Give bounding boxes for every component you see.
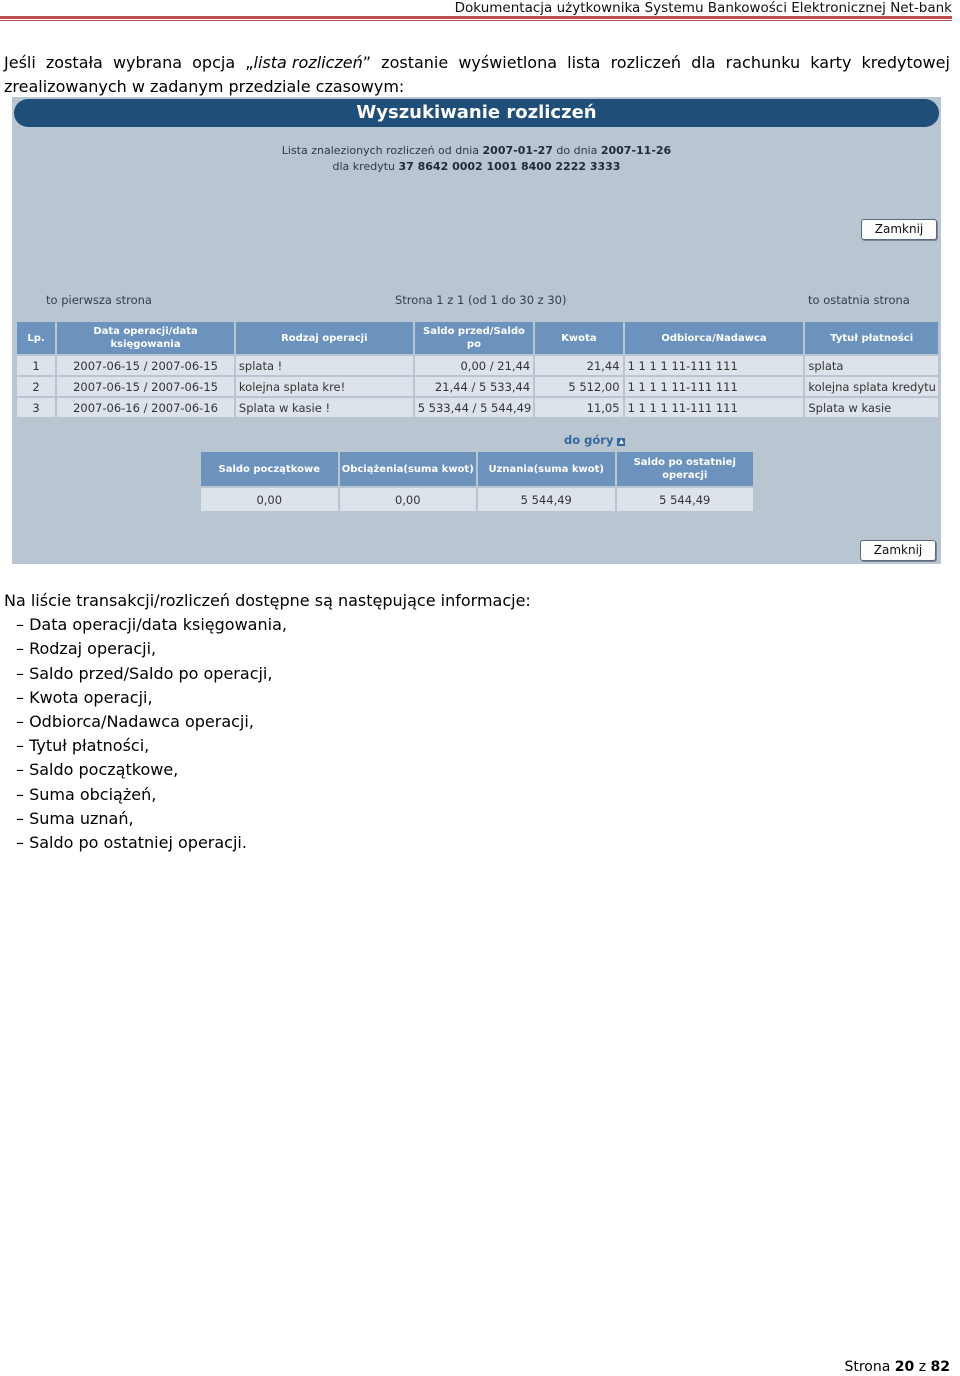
intro-word: wyświetlona bbox=[458, 53, 558, 72]
col-party[interactable]: Odbiorca/Nadawca bbox=[625, 322, 804, 354]
total-pages: 82 bbox=[930, 1359, 950, 1375]
summary-table bbox=[199, 450, 755, 513]
list-item: – Rodzaj operacji, bbox=[16, 639, 157, 659]
cell-balance: 21,44 / 5 533,44 bbox=[415, 377, 534, 396]
intro-word: Jeśli bbox=[4, 53, 36, 72]
summary-col-closing: Saldo po ostatniej operacji bbox=[617, 452, 754, 486]
info-list bbox=[4, 613, 531, 855]
cell-lp: 3 bbox=[17, 398, 55, 417]
summary-header-row bbox=[201, 452, 753, 486]
list-item: – Data operacji/data księgowania, bbox=[16, 615, 287, 635]
page-number bbox=[844, 1359, 950, 1375]
cell-amount: 11,05 bbox=[535, 398, 622, 417]
cell-date: 2007-06-15 / 2007-06-15 bbox=[57, 356, 234, 375]
arrow-up-icon: ▲ bbox=[619, 438, 624, 445]
cell-balance: 5 533,44 / 5 544,49 bbox=[415, 398, 534, 417]
page-indicator: Strona 1 z 1 (od 1 do 30 z 30) bbox=[395, 293, 567, 307]
screen-title: Wyszukiwanie rozliczeń bbox=[14, 99, 939, 127]
list-item: – Suma obciążeń, bbox=[16, 784, 157, 804]
settlements-table bbox=[15, 320, 940, 419]
page-label: Strona bbox=[844, 1359, 895, 1375]
info-text: Lista znalezionych rozliczeń od dnia bbox=[281, 144, 483, 157]
list-item: – Kwota operacji, bbox=[16, 687, 153, 707]
cell-balance: 0,00 / 21,44 bbox=[415, 356, 534, 375]
summary-col-debits: Obciążenia(suma kwot) bbox=[340, 452, 477, 486]
list-item: – Saldo przed/Saldo po operacji, bbox=[16, 663, 273, 683]
intro-word: została bbox=[45, 53, 103, 72]
summary-debits: 0,00 bbox=[340, 488, 477, 511]
date-from: 2007-01-27 bbox=[482, 144, 553, 157]
header-rule-thin bbox=[0, 20, 952, 21]
summary-opening: 0,00 bbox=[201, 488, 338, 511]
cell-date: 2007-06-15 / 2007-06-15 bbox=[57, 377, 234, 396]
back-to-top-link[interactable] bbox=[564, 433, 625, 447]
document-title: Dokumentacja użytkownika Systemu Bankowości Elektronicznej Net-bank bbox=[454, 0, 952, 16]
open-quote: „ bbox=[245, 53, 254, 72]
col-lp[interactable]: Lp. bbox=[17, 322, 55, 354]
cell-type: kolejna splata kre! bbox=[236, 377, 413, 396]
intro-word: wybrana bbox=[112, 53, 183, 72]
credit-account-number: 37 8642 0002 1001 8400 2222 3333 bbox=[398, 160, 621, 173]
table-row[interactable] bbox=[17, 356, 938, 375]
list-item: – Suma uznań, bbox=[16, 808, 134, 828]
cell-party: 1 1 1 1 11-111 111 bbox=[625, 398, 804, 417]
list-item: – Odbiorca/Nadawca operacji, bbox=[16, 712, 254, 732]
page-sep: z bbox=[914, 1359, 931, 1375]
cell-party: 1 1 1 1 11-111 111 bbox=[625, 356, 804, 375]
list-item: – Tytuł płatności, bbox=[16, 736, 150, 756]
info-list-lead: Na liście transakcji/rozliczeń dostępne są następujące informacje: bbox=[4, 591, 531, 610]
col-amount[interactable]: Kwota bbox=[535, 322, 622, 354]
intro-word: dla bbox=[691, 53, 716, 72]
settlements-screenshot bbox=[12, 97, 941, 564]
intro-word: karty bbox=[810, 53, 852, 72]
cell-amount: 5 512,00 bbox=[535, 377, 622, 396]
intro-word: rachunku bbox=[725, 53, 801, 72]
info-text: dla kredytu bbox=[332, 160, 399, 173]
cell-type: Splata w kasie ! bbox=[236, 398, 413, 417]
option-name-italic: lista rozliczeń bbox=[253, 53, 363, 72]
col-title[interactable]: Tytuł płatności bbox=[805, 322, 938, 354]
header-rule bbox=[0, 16, 952, 19]
list-item: – Saldo po ostatniej operacji. bbox=[16, 833, 247, 853]
summary-closing: 5 544,49 bbox=[617, 488, 754, 511]
search-period-info bbox=[12, 144, 941, 157]
table-row[interactable] bbox=[17, 398, 938, 417]
back-to-top-label: do góry bbox=[564, 433, 614, 447]
intro-word: zostanie bbox=[381, 53, 449, 72]
current-page: 20 bbox=[894, 1359, 915, 1375]
cell-title: Splata w kasie bbox=[805, 398, 938, 417]
intro-paragraph bbox=[4, 51, 950, 99]
nav-first-page: to pierwsza strona bbox=[46, 293, 152, 307]
cell-party: 1 1 1 1 11-111 111 bbox=[625, 377, 804, 396]
cell-lp: 1 bbox=[17, 356, 55, 375]
intro-word: kredytowej bbox=[861, 53, 950, 72]
cell-type: splata ! bbox=[236, 356, 413, 375]
page-header bbox=[0, 0, 960, 24]
cell-title: kolejna splata kredytu bbox=[805, 377, 938, 396]
table-row[interactable] bbox=[17, 377, 938, 396]
intro-word: opcja bbox=[192, 53, 236, 72]
col-balance[interactable]: Saldo przed/Saldo po bbox=[415, 322, 534, 354]
info-text: do dnia bbox=[552, 144, 601, 157]
col-date[interactable]: Data operacji/data księgowania bbox=[57, 322, 234, 354]
intro-option-name bbox=[245, 51, 371, 75]
table-header-row bbox=[17, 322, 938, 354]
intro-word: rozliczeń bbox=[610, 53, 682, 72]
nav-last-page: to ostatnia strona bbox=[808, 293, 910, 307]
date-to: 2007-11-26 bbox=[600, 144, 672, 157]
intro-line-2: zrealizowanych w zadanym przedziale czasowym: bbox=[4, 77, 405, 96]
close-button-bottom[interactable]: Zamknij bbox=[860, 540, 936, 561]
close-quote: ” bbox=[362, 53, 372, 72]
summary-col-credits: Uznania(suma kwot) bbox=[478, 452, 615, 486]
summary-col-opening: Saldo początkowe bbox=[201, 452, 338, 486]
intro-word: lista bbox=[567, 53, 601, 72]
cell-amount: 21,44 bbox=[535, 356, 622, 375]
close-button-top[interactable]: Zamknij bbox=[861, 219, 937, 240]
cell-date: 2007-06-16 / 2007-06-16 bbox=[57, 398, 234, 417]
cell-lp: 2 bbox=[17, 377, 55, 396]
summary-credits: 5 544,49 bbox=[478, 488, 615, 511]
list-item: – Saldo początkowe, bbox=[16, 760, 179, 780]
col-type[interactable]: Rodzaj operacji bbox=[236, 322, 413, 354]
credit-account-info bbox=[12, 160, 941, 173]
cell-title: splata bbox=[805, 356, 938, 375]
summary-row bbox=[201, 488, 753, 511]
info-list-section bbox=[4, 589, 531, 855]
